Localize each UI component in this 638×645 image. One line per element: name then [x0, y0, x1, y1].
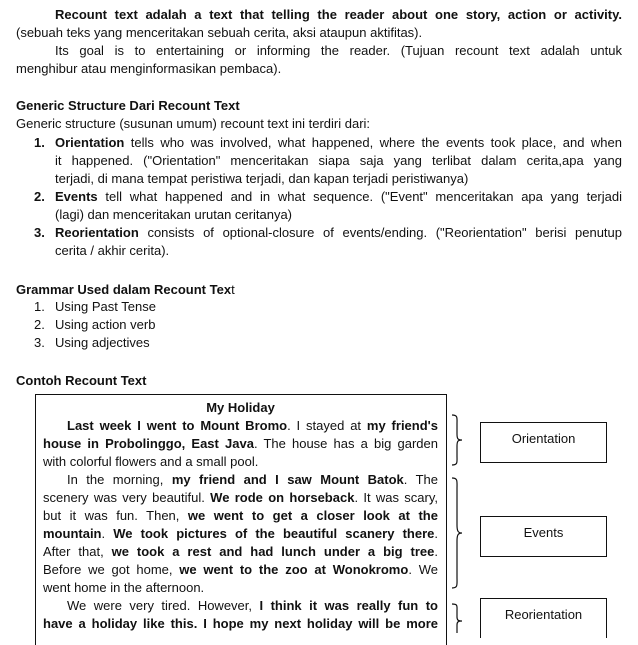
example-heading: Contoh Recount Text	[16, 373, 147, 388]
goal-paragraph	[16, 42, 622, 78]
story-box	[35, 394, 447, 645]
grammar-heading: Grammar Used dalam Recount Text	[16, 282, 235, 297]
list-item: 1. Orientation tells who was involved, what happened, where the events took place, and when it happened. ("Orientation" menceritakan siapa saja yang terlibat dalam cerita,apa yang terjadi, di mana tempat peristiwa terjadi, dan kapan terjadi peristiwanya)	[34, 135, 622, 186]
story-line: In the morning, my friend and I saw Mount Batok. The	[67, 472, 439, 487]
list-item: 2. Using action verb	[34, 317, 156, 332]
story-line: We were very tired. However, I think it was really fun to	[67, 598, 438, 613]
generic-structure-list	[16, 134, 622, 260]
story-line: but it was fun. Then, we went to get a closer look at the	[43, 508, 438, 523]
definition-paragraph	[16, 6, 622, 42]
reorientation-label: Reorientation	[480, 598, 607, 638]
definition-line-2: (sebuah teks yang menceritakan sebuah cerita, aksi ataupun aktifitas).	[16, 25, 423, 40]
story-line: After that, we took a rest and had lunch under a big tree.	[43, 544, 438, 559]
orientation-brace-icon	[450, 414, 464, 466]
orientation-label: Orientation	[480, 422, 607, 463]
story-line: house in Probolinggo, East Java. The house has a big garden	[43, 436, 438, 451]
story-line: have a holiday like this. I hope my next holiday will be more	[43, 616, 438, 631]
reorientation-brace-icon	[450, 603, 464, 633]
story-line: went home in the afternoon.	[43, 580, 205, 595]
list-number: 3.	[34, 225, 45, 240]
list-item: 3. Using adjectives	[34, 335, 150, 350]
story-line: mountain. We took pictures of the beautiful scanery there.	[43, 526, 438, 541]
story-title: My Holiday	[206, 400, 275, 415]
grammar-list	[16, 298, 622, 352]
story-line: Before we got home, we went to the zoo at Wonokromo. We	[43, 562, 438, 577]
definition-line-1: Recount text adalah a text that telling the reader about one story, action or activity.	[55, 7, 622, 22]
story-line: with colorful flowers and a small pool.	[43, 454, 259, 469]
term-orientation: Orientation	[55, 135, 125, 150]
term-events: Events	[55, 189, 98, 204]
events-brace-icon	[450, 477, 464, 589]
story-line: scenery was very beautiful. We rode on horseback. It was scary,	[43, 490, 439, 505]
story-line: Last week I went to Mount Bromo. I stayed at my friend's	[67, 418, 438, 433]
list-item: 2. Events tell what happened and in what sequence. ("Event" menceritakan apa yang terjadi (lagi) dan menceritakan urutan ceritanya)	[34, 189, 622, 222]
list-item: 3. Reorientation consists of optional-closure of events/ending. ("Reorientation" berisi penutup cerita / akhir cerita).	[34, 225, 622, 258]
term-reorientation: Reorientation	[55, 225, 139, 240]
generic-structure-heading: Generic Structure Dari Recount Text	[16, 98, 240, 113]
generic-structure-intro: Generic structure (susunan umum) recount text ini terdiri dari:	[16, 116, 371, 131]
list-number: 2.	[34, 189, 45, 204]
goal-line-1: Its goal is to entertaining or informing the reader. (Tujuan recount text adalah untuk	[55, 43, 622, 58]
list-number: 1.	[34, 135, 45, 150]
goal-line-2: menghibur atau menginformasikan pembaca).	[16, 61, 282, 76]
events-label: Events	[480, 516, 607, 557]
list-item: 1. Using Past Tense	[34, 299, 156, 314]
